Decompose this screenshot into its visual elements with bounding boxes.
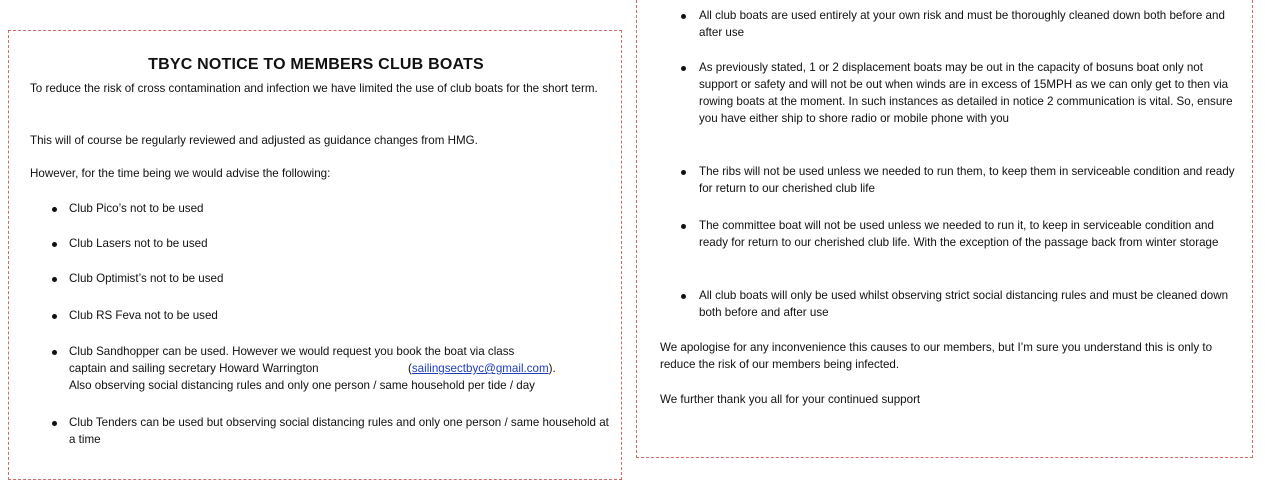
intro-paragraph-1: To reduce the risk of cross contamination and infection we have limited the use of club boats for the short term. xyxy=(30,82,598,95)
email-wrapper xyxy=(408,360,556,377)
bullet-icon xyxy=(52,207,57,212)
bullet-icon xyxy=(52,277,57,282)
closing-thanks: We further thank you all for your continued support xyxy=(660,393,921,406)
bullet-icon xyxy=(52,350,57,355)
bullet-icon xyxy=(52,314,57,319)
notice-title: TBYC NOTICE TO MEMBERS CLUB BOATS xyxy=(148,56,484,73)
email-close-paren: ). xyxy=(548,362,556,375)
right-notice-panel xyxy=(636,0,1253,458)
intro-paragraph-3: However, for the time being we would advise the following: xyxy=(30,167,331,180)
sandhopper-contact-text: captain and sailing secretary Howard Warrington xyxy=(69,362,319,375)
intro-paragraph-2: This will of course be regularly reviewed and adjusted as guidance changes from HMG. xyxy=(30,134,478,147)
list-item-displacement-boats: As previously stated, 1 or 2 displacement boats may be out in the capacity of bosuns boat only not support or safety and will not be out when winds are in excess of 15MPH as we can only get to then via rowing boats at the moment. In such instances as detailed in notice 2 communication is vital. So, ensure you have either ship to shore radio or mobile phone with you xyxy=(699,61,1233,125)
bullet-icon xyxy=(681,294,686,299)
bullet-icon xyxy=(681,170,686,175)
list-item-sandhopper xyxy=(69,343,614,394)
sandhopper-line-2 xyxy=(69,360,614,377)
list-item-pico: Club Pico’s not to be used xyxy=(69,202,204,215)
list-item-own-risk: All club boats are used entirely at your own risk and must be thoroughly cleaned down both before and after use xyxy=(699,9,1225,39)
bullet-icon xyxy=(52,421,57,426)
list-item-rs-feva: Club RS Feva not to be used xyxy=(69,309,218,322)
bullet-icon xyxy=(681,66,686,71)
email-link[interactable]: sailingsectbyc@gmail.com xyxy=(411,362,549,375)
sandhopper-line-3: Also observing social distancing rules and only one person / same household per tide / day xyxy=(69,379,535,392)
bullet-icon xyxy=(52,242,57,247)
sandhopper-line-1: Club Sandhopper can be used. However we would request you book the boat via class xyxy=(69,345,515,358)
list-item-ribs: The ribs will not be used unless we needed to run them, to keep them in serviceable condition and ready for return to our cherished club life xyxy=(699,165,1235,195)
list-item-lasers: Club Lasers not to be used xyxy=(69,237,208,250)
left-notice-panel xyxy=(8,30,622,480)
bullet-icon xyxy=(681,224,686,229)
list-item-committee-boat: The committee boat will not be used unless we needed to run it, to keep in serviceable condition and ready for return to our cherished club life. With the exception of the passage back from winter storage xyxy=(699,219,1219,249)
closing-apology: We apologise for any inconvenience this causes to our members, but I’m sure you understand this is only to reduce the risk of our members being infected. xyxy=(660,341,1213,371)
email-open-paren: ( xyxy=(408,362,412,375)
list-item-optimists: Club Optimist’s not to be used xyxy=(69,272,224,285)
list-item-tenders: Club Tenders can be used but observing social distancing rules and only one person / same household at a time xyxy=(69,416,609,446)
bullet-icon xyxy=(681,14,686,19)
list-item-social-distancing: All club boats will only be used whilst observing strict social distancing rules and must be cleaned down both before and after use xyxy=(699,289,1229,319)
